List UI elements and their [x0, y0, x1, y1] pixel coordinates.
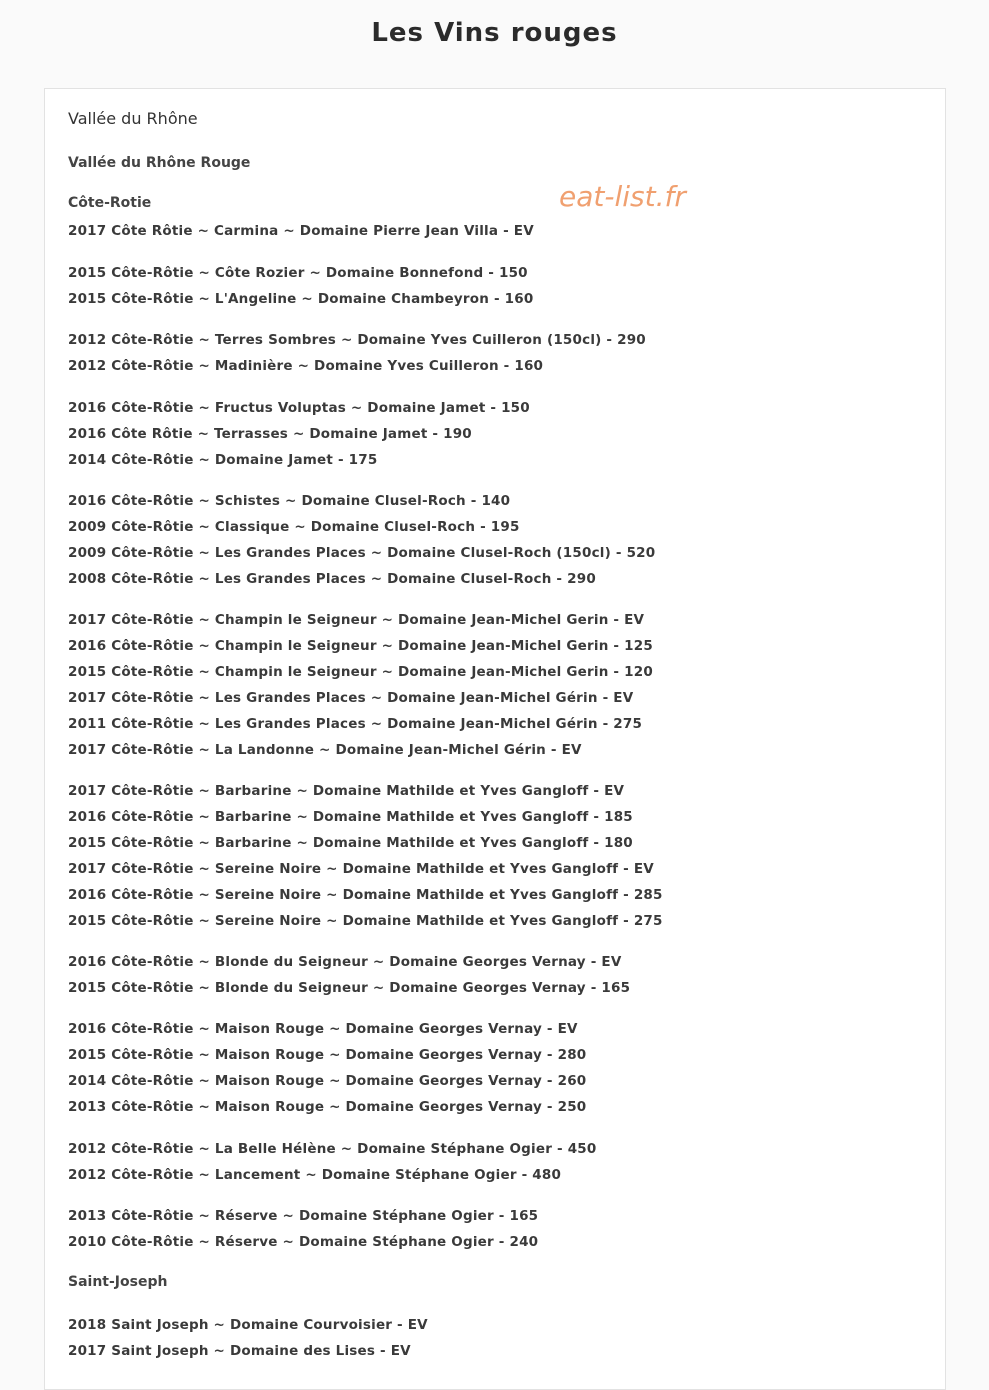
wine-item: 2015 Côte-Rôtie ~ Blonde du Seigneur ~ Domaine Georges Vernay - 165 — [68, 980, 631, 996]
page-title: Les Vins rouges — [371, 18, 618, 48]
wine-item: 2016 Côte-Rôtie ~ Blonde du Seigneur ~ Domaine Georges Vernay - EV — [68, 954, 622, 970]
wine-item: 2017 Côte-Rôtie ~ Sereine Noire ~ Domaine Mathilde et Yves Gangloff - EV — [68, 861, 654, 877]
wine-group — [68, 218, 534, 244]
wine-group — [68, 395, 530, 473]
region-heading: Vallée du Rhône — [68, 109, 198, 128]
wine-group — [68, 260, 533, 312]
wine-item: 2017 Côte-Rôtie ~ Champin le Seigneur ~ Domaine Jean-Michel Gerin - EV — [68, 612, 645, 628]
wine-item: 2012 Côte-Rôtie ~ Madinière ~ Domaine Yves Cuilleron - 160 — [68, 358, 544, 374]
wine-item: 2015 Côte-Rôtie ~ Champin le Seigneur ~ Domaine Jean-Michel Gerin - 120 — [68, 664, 653, 680]
wine-item: 2008 Côte-Rôtie ~ Les Grandes Places ~ Domaine Clusel-Roch - 290 — [68, 571, 596, 587]
wine-group — [68, 1203, 538, 1255]
wine-group — [68, 778, 663, 934]
wine-group — [68, 949, 630, 1001]
wine-item: 2017 Côte-Rôtie ~ Les Grandes Places ~ Domaine Jean-Michel Gérin - EV — [68, 690, 634, 706]
wine-item: 2010 Côte-Rôtie ~ Réserve ~ Domaine Stéphane Ogier - 240 — [68, 1234, 539, 1250]
wine-item: 2017 Côte-Rôtie ~ La Landonne ~ Domaine Jean-Michel Gérin - EV — [68, 742, 582, 758]
wine-item: 2016 Côte-Rôtie ~ Champin le Seigneur ~ Domaine Jean-Michel Gerin - 125 — [68, 638, 653, 654]
wine-item: 2014 Côte-Rôtie ~ Domaine Jamet - 175 — [68, 452, 378, 468]
wine-item: 2012 Côte-Rôtie ~ Lancement ~ Domaine Stéphane Ogier - 480 — [68, 1167, 562, 1183]
wine-item: 2014 Côte-Rôtie ~ Maison Rouge ~ Domaine Georges Vernay - 260 — [68, 1073, 587, 1089]
wine-group — [68, 1136, 596, 1188]
wine-item: 2016 Côte-Rôtie ~ Schistes ~ Domaine Clusel-Roch - 140 — [68, 493, 511, 509]
wine-item: 2016 Côte-Rôtie ~ Sereine Noire ~ Domaine Mathilde et Yves Gangloff - 285 — [68, 887, 663, 903]
wine-group — [68, 607, 653, 763]
wine-item: 2013 Côte-Rôtie ~ Maison Rouge ~ Domaine Georges Vernay - 250 — [68, 1099, 587, 1115]
wine-item: 2015 Côte-Rôtie ~ Côte Rozier ~ Domaine Bonnefond - 150 — [68, 265, 528, 281]
section-heading-saint-joseph: Saint-Joseph — [68, 1274, 168, 1290]
wine-item: 2016 Côte-Rôtie ~ Fructus Voluptas ~ Domaine Jamet - 150 — [68, 400, 530, 416]
wine-item: 2012 Côte-Rôtie ~ Terres Sombres ~ Domaine Yves Cuilleron (150cl) - 290 — [68, 332, 646, 348]
wine-item: 2015 Côte-Rôtie ~ Barbarine ~ Domaine Mathilde et Yves Gangloff - 180 — [68, 835, 633, 851]
wine-item: 2015 Côte-Rôtie ~ Maison Rouge ~ Domaine Georges Vernay - 280 — [68, 1047, 587, 1063]
wine-group — [68, 488, 655, 592]
wine-item: 2009 Côte-Rôtie ~ Classique ~ Domaine Clusel-Roch - 195 — [68, 519, 520, 535]
wine-group — [68, 1312, 428, 1364]
section-heading-c-te-rotie: Côte-Rotie — [68, 195, 152, 211]
wine-group — [68, 1016, 586, 1120]
wine-item: 2016 Côte-Rôtie ~ Maison Rouge ~ Domaine Georges Vernay - EV — [68, 1021, 578, 1037]
wine-item: 2017 Côte Rôtie ~ Carmina ~ Domaine Pierre Jean Villa - EV — [68, 223, 534, 239]
wine-item: 2018 Saint Joseph ~ Domaine Courvoisier - EV — [68, 1317, 428, 1333]
wine-item: 2017 Côte-Rôtie ~ Barbarine ~ Domaine Mathilde et Yves Gangloff - EV — [68, 783, 625, 799]
wine-item: 2015 Côte-Rôtie ~ L'Angeline ~ Domaine Chambeyron - 160 — [68, 291, 534, 307]
wine-item: 2012 Côte-Rôtie ~ La Belle Hélène ~ Domaine Stéphane Ogier - 450 — [68, 1141, 597, 1157]
wine-item: 2009 Côte-Rôtie ~ Les Grandes Places ~ Domaine Clusel-Roch (150cl) - 520 — [68, 545, 656, 561]
watermark: eat-list.fr — [559, 180, 686, 213]
wine-item: 2015 Côte-Rôtie ~ Sereine Noire ~ Domaine Mathilde et Yves Gangloff - 275 — [68, 913, 663, 929]
subregion-heading: Vallée du Rhône Rouge — [68, 155, 251, 171]
wine-item: 2016 Côte-Rôtie ~ Barbarine ~ Domaine Mathilde et Yves Gangloff - 185 — [68, 809, 633, 825]
wine-item: 2016 Côte Rôtie ~ Terrasses ~ Domaine Jamet - 190 — [68, 426, 472, 442]
wine-list-card — [44, 88, 946, 1390]
wine-group — [68, 327, 646, 379]
wine-item: 2013 Côte-Rôtie ~ Réserve ~ Domaine Stéphane Ogier - 165 — [68, 1208, 539, 1224]
wine-item: 2011 Côte-Rôtie ~ Les Grandes Places ~ Domaine Jean-Michel Gérin - 275 — [68, 716, 643, 732]
wine-item: 2017 Saint Joseph ~ Domaine des Lises - EV — [68, 1343, 411, 1359]
